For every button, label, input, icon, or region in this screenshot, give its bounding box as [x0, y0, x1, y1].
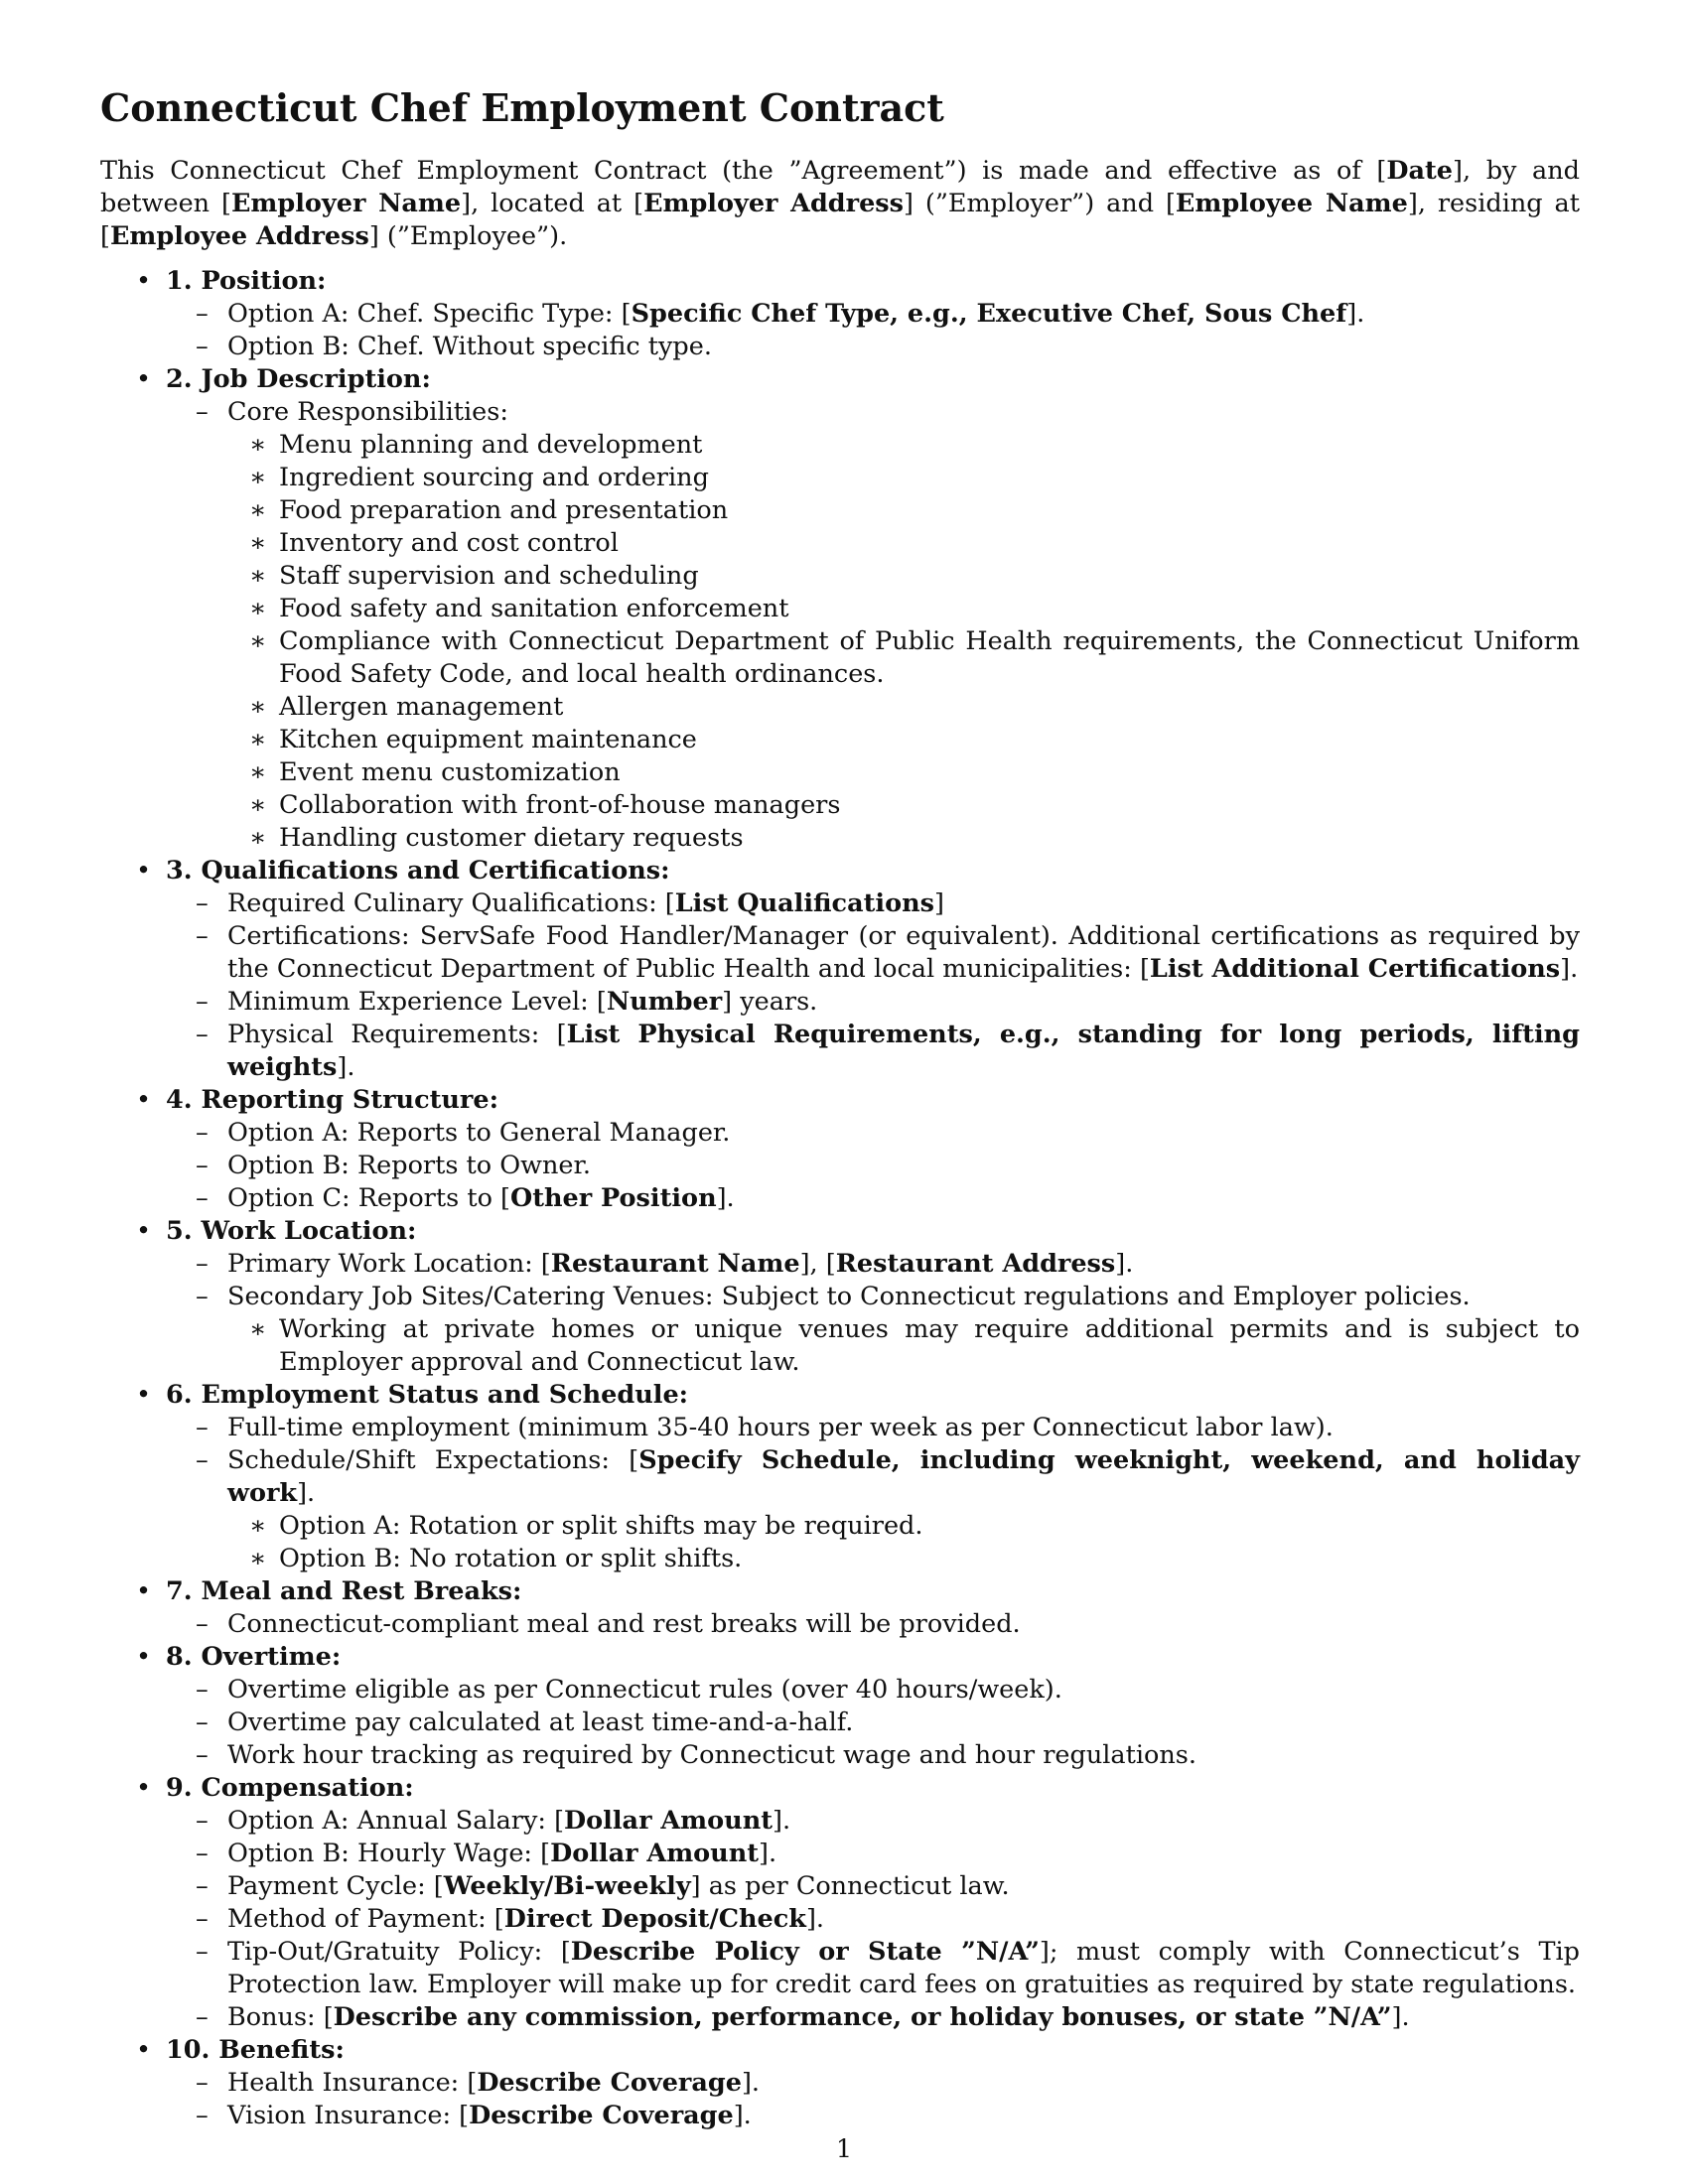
list-item: – Full-time employment (minimum 35-40 hours per week as per Connecticut labor law).: [166, 1412, 1580, 1444]
qualifications-placeholder: List Qualifications: [674, 887, 934, 918]
list-item: – Minimum Experience Level: [Number] years.: [166, 986, 1580, 1019]
list-item: – Payment Cycle: [Weekly/Bi-weekly] as per Connecticut law.: [166, 1870, 1580, 1903]
list-item: ∗ Collaboration with front-of-house managers: [227, 789, 1580, 822]
list-item: – Option B: Reports to Owner.: [166, 1150, 1580, 1182]
list-item: – Option B: Chef. Without specific type.: [166, 331, 1580, 363]
vision-coverage-placeholder: Describe Coverage: [469, 2100, 734, 2130]
list-item: – Bonus: [Describe any commission, performance, or holiday bonuses, or state ”N/A”].: [166, 2001, 1580, 2034]
chef-type-placeholder: Specific Chef Type, e.g., Executive Chef, Sous Chef: [631, 298, 1347, 329]
section-title: 3. Qualifications and Certifications:: [166, 855, 670, 886]
payment-cycle-placeholder: Weekly/Bi-weekly: [443, 1870, 691, 1901]
section-title: 7. Meal and Rest Breaks:: [166, 1575, 522, 1606]
employee-address-placeholder: Employee Address: [109, 220, 369, 251]
list-item: – Method of Payment: [Direct Deposit/Check].: [166, 1903, 1580, 1936]
restaurant-address-placeholder: Restaurant Address: [835, 1248, 1116, 1279]
employer-name-placeholder: Employer Name: [230, 188, 462, 218]
list-item: – Schedule/Shift Expectations: [Specify Schedule, including weeknight, weekend, and holiday work]. ∗ Option A: Rotation or split shifts may be required. ∗ Option B: No rotation or split shifts.: [166, 1444, 1580, 1575]
schedule-placeholder: Specify Schedule, including weeknight, weekend, and holiday work: [227, 1444, 1580, 1508]
section-overtime: [100, 1641, 1580, 1772]
list-item: – Option C: Reports to [Other Position].: [166, 1182, 1580, 1215]
list-item: ∗ Option B: No rotation or split shifts.: [227, 1543, 1580, 1575]
payment-method-placeholder: Direct Deposit/Check: [503, 1903, 806, 1934]
intro-text: ] (”Employee”).: [368, 220, 568, 251]
list-item: – Option B: Hourly Wage: [Dollar Amount].: [166, 1838, 1580, 1870]
employee-name-placeholder: Employee Name: [1175, 188, 1408, 218]
section-employment-status: [100, 1379, 1580, 1575]
hourly-wage-placeholder: Dollar Amount: [550, 1838, 760, 1868]
list-item: ∗ Event menu customization: [227, 756, 1580, 789]
section-title: 8. Overtime:: [166, 1641, 342, 1672]
section-title: 2. Job Description:: [166, 363, 431, 394]
list-item: – Certifications: ServSafe Food Handler/Manager (or equivalent). Additional certifications as required by the Connecticut Department of Public Health and local municipalities: [List Additional Certifications].: [166, 920, 1580, 986]
list-item: – Connecticut-compliant meal and rest breaks will be provided.: [166, 1608, 1580, 1641]
list-item: ∗ Handling customer dietary requests: [227, 822, 1580, 855]
intro-text: ], by and between [: [100, 155, 1580, 218]
document-title: Connecticut Chef Employment Contract: [100, 85, 944, 130]
section-title: 9. Compensation:: [166, 1772, 414, 1803]
section-benefits: [100, 2034, 1580, 2132]
section-title: 10. Benefits:: [166, 2034, 345, 2065]
list-item: ∗ Option A: Rotation or split shifts may be required.: [227, 1510, 1580, 1543]
experience-placeholder: Number: [606, 986, 723, 1017]
tip-policy-placeholder: Describe Policy or State ”N/A”: [570, 1936, 1040, 1967]
section-breaks: [100, 1575, 1580, 1641]
list-item: ∗ Inventory and cost control: [227, 527, 1580, 560]
list-item: – Option A: Chef. Specific Type: [Specific Chef Type, e.g., Executive Chef, Sous Chef].: [166, 298, 1580, 331]
list-item: ∗ Food preparation and presentation: [227, 494, 1580, 527]
list-item: – Vision Insurance: [Describe Coverage].: [166, 2100, 1580, 2132]
intro-text: ], residing at [: [100, 188, 1580, 251]
list-item: ∗ Menu planning and development: [227, 429, 1580, 462]
date-placeholder: Date: [1386, 155, 1454, 186]
list-item: ∗ Compliance with Connecticut Department of Public Health requirements, the Connecticut Uniform Food Safety Code, and local health ordinances.: [227, 625, 1580, 691]
physical-requirements-placeholder: List Physical Requirements, e.g., standing for long periods, lifting weights: [227, 1019, 1581, 1082]
section-title: 4. Reporting Structure:: [166, 1084, 498, 1115]
restaurant-name-placeholder: Restaurant Name: [550, 1248, 800, 1279]
employer-address-placeholder: Employer Address: [643, 188, 904, 218]
list-item: – Work hour tracking as required by Connecticut wage and hour regulations.: [166, 1739, 1580, 1772]
list-item: – Secondary Job Sites/Catering Venues: Subject to Connecticut regulations and Employer policies. ∗ Working at private homes or unique venues may require additional permits and is subject to Employer approval and Connecticut law.: [166, 1281, 1580, 1379]
document-body: [100, 85, 1580, 2132]
list-item: – Tip-Out/Gratuity Policy: [Describe Policy or State ”N/A”]; must comply with Connecticut’s Tip Protection law. Employer will make up for credit card fees on gratuities as required by state regulations.: [166, 1936, 1580, 2001]
list-item: ∗ Allergen management: [227, 691, 1580, 724]
section-reporting: [100, 1084, 1580, 1215]
list-item: ∗ Staff supervision and scheduling: [227, 560, 1580, 593]
intro-text: ] (”Employer”) and [: [904, 188, 1176, 218]
section-compensation: [100, 1772, 1580, 2034]
list-item: ∗ Working at private homes or unique venues may require additional permits and is subject to Employer approval and Connecticut law.: [227, 1313, 1580, 1379]
sections-list: [100, 265, 1580, 2132]
intro-text: This Connecticut Chef Employment Contract (the ”Agreement”) is made and effective as of [: [100, 155, 1387, 186]
list-item: – Physical Requirements: [List Physical Requirements, e.g., standing for long periods, lifting weights].: [166, 1019, 1580, 1084]
page-number: 1: [835, 2134, 853, 2164]
list-item: – Primary Work Location: [Restaurant Name], [Restaurant Address].: [166, 1248, 1580, 1281]
section-title: 5. Work Location:: [166, 1215, 417, 1246]
intro-text: ], located at [: [461, 188, 644, 218]
list-item: – Required Culinary Qualifications: [List Qualifications]: [166, 887, 1580, 920]
list-item: – Core Responsibilities: ∗ Menu planning and development ∗ Ingredient sourcing and ordering ∗ Food preparation and presentation ∗ Inventory and cost control ∗ Staff supervision and scheduling ∗ Food safety and sanitation enforcement ∗ Compliance with Connecticut Department of Public Health requirements, the Connecticut Uniform Food Safety Code, and local health ordinances. ∗ Allergen management ∗ Kitchen equipment maintenance ∗ Event menu customization ∗ Collaboration with front-of-house managers ∗ Handling customer dietary requests: [166, 396, 1580, 855]
section-title: 6. Employment Status and Schedule:: [166, 1379, 689, 1410]
health-coverage-placeholder: Describe Coverage: [477, 2067, 742, 2098]
list-item: – Option A: Annual Salary: [Dollar Amount].: [166, 1805, 1580, 1838]
intro-paragraph: [100, 155, 1580, 253]
list-item: ∗ Food safety and sanitation enforcement: [227, 593, 1580, 625]
certifications-placeholder: List Additional Certifications: [1149, 953, 1561, 984]
other-position-placeholder: Other Position: [509, 1182, 717, 1213]
list-item: – Option A: Reports to General Manager.: [166, 1117, 1580, 1150]
list-item: – Health Insurance: [Describe Coverage].: [166, 2067, 1580, 2100]
section-position: [100, 265, 1580, 363]
section-job-description: [100, 363, 1580, 855]
list-item: – Overtime eligible as per Connecticut rules (over 40 hours/week).: [166, 1674, 1580, 1706]
section-work-location: [100, 1215, 1580, 1379]
list-item: ∗ Kitchen equipment maintenance: [227, 724, 1580, 756]
bonus-placeholder: Describe any commission, performance, or holiday bonuses, or state ”N/A”: [333, 2001, 1392, 2032]
section-title: 1. Position:: [166, 265, 327, 296]
salary-placeholder: Dollar Amount: [564, 1805, 774, 1836]
list-item: ∗ Ingredient sourcing and ordering: [227, 462, 1580, 494]
section-qualifications: [100, 855, 1580, 1084]
list-item: – Overtime pay calculated at least time-and-a-half.: [166, 1706, 1580, 1739]
